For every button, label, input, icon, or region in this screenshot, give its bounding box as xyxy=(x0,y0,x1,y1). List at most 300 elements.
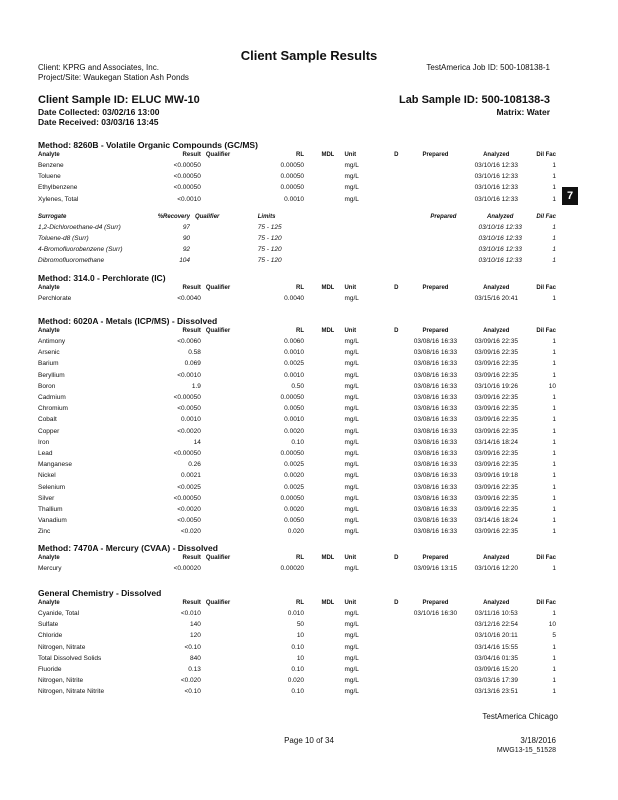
cell-prepared xyxy=(404,171,467,182)
cell-dil: 1 xyxy=(552,394,556,402)
cell-mdl xyxy=(304,194,334,205)
cell-prepared xyxy=(404,642,467,653)
column-header-d: D xyxy=(394,285,399,291)
cell-analyzed: 03/09/16 22:35 xyxy=(474,360,518,368)
cell-prepared: 03/08/16 16:33 xyxy=(413,349,458,357)
cell-unit: mg/L xyxy=(344,494,359,502)
table-row xyxy=(38,504,556,515)
column-header-qualifier: Qualifier xyxy=(205,328,231,334)
surrogate-table xyxy=(38,213,556,267)
cell-qualifier xyxy=(201,448,256,459)
cell-analyzed: 03/10/16 12:33 xyxy=(474,195,518,203)
cell-mdl xyxy=(304,392,334,403)
cell-rl: 0.0010 xyxy=(284,349,305,357)
cell-mdl xyxy=(304,608,334,619)
surrogate-name: Toluene-d8 (Surr) xyxy=(38,235,89,242)
cell-rl: 0.00050 xyxy=(280,162,305,169)
cell-mdl xyxy=(304,403,334,414)
table-row xyxy=(38,686,556,697)
cell-d xyxy=(389,381,404,392)
cell-analyte: Antimony xyxy=(38,338,66,345)
cell-mdl xyxy=(304,526,334,537)
cell-d xyxy=(389,414,404,425)
cell-dil: 1 xyxy=(552,416,556,424)
cell-result: <0.00020 xyxy=(173,565,201,572)
spacer xyxy=(329,244,414,255)
cell-rl: 0.0020 xyxy=(284,506,305,514)
cell-unit: mg/L xyxy=(344,621,359,629)
table-header-row xyxy=(38,284,556,293)
cell-analyzed: 03/09/16 22:35 xyxy=(474,394,518,402)
cell-result: <0.0040 xyxy=(177,295,201,302)
cell-d xyxy=(389,171,404,182)
table-row xyxy=(38,370,556,381)
column-header-analyzed: Analyzed xyxy=(483,328,510,334)
column-header-unit: Unit xyxy=(344,600,357,606)
spacer xyxy=(329,233,414,244)
method-heading: Method: 8260B - Volatile Organic Compounds (GC/MS) xyxy=(38,140,258,150)
cell-unit: mg/L xyxy=(344,338,359,345)
cell-dil: 1 xyxy=(552,405,556,413)
cell-analyzed: 03/09/16 19:18 xyxy=(474,472,518,480)
cell-analyzed: 03/09/16 22:35 xyxy=(474,494,518,502)
results-table xyxy=(38,327,556,538)
cell-result: <0.0010 xyxy=(177,371,201,379)
cell-unit: mg/L xyxy=(344,610,359,617)
surrogate-analyzed: 03/10/16 12:33 xyxy=(478,235,522,242)
cell-result: <0.10 xyxy=(184,643,201,651)
table-row xyxy=(38,160,556,171)
cell-prepared: 03/08/16 16:33 xyxy=(413,494,458,502)
page-number: Page 10 of 34 xyxy=(284,736,334,745)
column-header-dil_fac: Dil Fac xyxy=(536,328,556,334)
cell-mdl xyxy=(304,358,334,369)
cell-analyzed: 03/12/16 22:54 xyxy=(474,621,518,629)
cell-analyzed: 03/09/16 22:35 xyxy=(474,450,518,458)
cell-analyzed: 03/09/16 22:35 xyxy=(474,371,518,379)
cell-qualifier xyxy=(201,493,256,504)
cell-unit: mg/L xyxy=(344,416,359,424)
cell-d xyxy=(389,370,404,381)
page-title: Client Sample Results xyxy=(240,48,378,63)
cell-qualifier xyxy=(201,358,256,369)
column-header-mdl: MDL xyxy=(321,555,335,561)
cell-result: <0.00050 xyxy=(173,173,201,181)
cell-qualifier xyxy=(201,653,256,664)
cell-prepared: 03/08/16 16:33 xyxy=(413,371,458,379)
cell-dil: 10 xyxy=(548,621,556,629)
cell-dil: 1 xyxy=(552,666,556,674)
cell-qualifier xyxy=(201,381,256,392)
surrogate-qualifier xyxy=(190,233,242,244)
column-header-dil_fac: Dil Fac xyxy=(536,285,556,291)
cell-qualifier xyxy=(201,686,256,697)
surrogate-analyzed: 03/10/16 12:33 xyxy=(478,257,522,265)
cell-unit: mg/L xyxy=(344,565,359,572)
cell-dil: 1 xyxy=(552,483,556,491)
cell-result: 0.26 xyxy=(188,461,201,469)
column-header-analyte: Analyte xyxy=(38,285,60,291)
column-header-d: D xyxy=(394,152,399,158)
cell-qualifier xyxy=(201,526,256,537)
table-row xyxy=(38,336,556,347)
cell-analyzed: 03/03/16 17:39 xyxy=(474,677,518,685)
cell-prepared: 03/10/16 16:30 xyxy=(413,610,458,617)
cell-prepared xyxy=(404,630,467,641)
cell-prepared: 03/08/16 16:33 xyxy=(413,450,458,458)
cell-unit: mg/L xyxy=(344,688,359,696)
cell-mdl xyxy=(304,664,334,675)
column-header-dil_fac: Dil Fac xyxy=(536,600,556,606)
table-row xyxy=(38,630,556,641)
cell-analyte: Vanadium xyxy=(38,517,67,525)
cell-rl: 0.0050 xyxy=(284,405,305,413)
cell-prepared xyxy=(404,653,467,664)
cell-dil: 1 xyxy=(552,610,556,617)
cell-unit: mg/L xyxy=(344,666,359,674)
table-header-row xyxy=(38,554,556,563)
column-header-prepared: Prepared xyxy=(422,555,449,561)
cell-rl: 0.00050 xyxy=(280,494,305,502)
cell-mdl xyxy=(304,493,334,504)
surrogate-row xyxy=(38,222,556,233)
method-heading: General Chemistry - Dissolved xyxy=(38,588,162,598)
column-header-analyzed: Analyzed xyxy=(483,152,510,158)
surrogate-prepared xyxy=(414,222,473,233)
cell-mdl xyxy=(304,642,334,653)
cell-qualifier xyxy=(201,482,256,493)
column-header-result: Result xyxy=(182,152,201,158)
surrogate-header-qualifier: Qualifier xyxy=(195,213,220,220)
surrogate-recovery: 104 xyxy=(179,257,191,265)
surrogate-header-surrogate: Surrogate xyxy=(38,213,67,220)
cell-dil: 1 xyxy=(552,360,556,368)
cell-dil: 1 xyxy=(552,349,556,357)
cell-rl: 0.00050 xyxy=(280,394,305,402)
cell-qualifier xyxy=(201,414,256,425)
cell-d xyxy=(389,630,404,641)
table-row xyxy=(38,293,556,304)
cell-analyzed: 03/14/16 18:24 xyxy=(474,438,518,446)
cell-unit: mg/L xyxy=(344,461,359,469)
table-row xyxy=(38,459,556,470)
cell-d xyxy=(389,182,404,193)
cell-unit: mg/L xyxy=(344,506,359,514)
cell-d xyxy=(389,459,404,470)
cell-analyte: Benzene xyxy=(38,162,64,169)
cell-unit: mg/L xyxy=(344,517,359,525)
column-header-mdl: MDL xyxy=(321,328,335,334)
table-row xyxy=(38,619,556,630)
cell-unit: mg/L xyxy=(344,371,359,379)
job-id: TestAmerica Job ID: 500-108138-1 xyxy=(426,63,550,72)
surrogate-qualifier xyxy=(190,255,242,266)
column-header-rl: RL xyxy=(296,555,305,561)
spacer xyxy=(329,255,414,266)
cell-prepared: 03/08/16 16:33 xyxy=(413,427,458,435)
cell-result: <0.010 xyxy=(180,610,201,617)
results-table xyxy=(38,554,556,574)
cell-result: <0.0010 xyxy=(177,195,201,203)
cell-result: <0.00050 xyxy=(173,494,201,502)
cell-result: 0.13 xyxy=(188,666,201,674)
cell-rl: 0.0010 xyxy=(284,371,305,379)
cell-result: 14 xyxy=(193,438,201,446)
cell-dil: 1 xyxy=(552,643,556,651)
cell-unit: mg/L xyxy=(344,427,359,435)
cell-dil: 1 xyxy=(552,427,556,435)
column-header-analyzed: Analyzed xyxy=(483,555,510,561)
table-row xyxy=(38,653,556,664)
cell-rl: 0.020 xyxy=(287,677,305,685)
cell-d xyxy=(389,653,404,664)
cell-d xyxy=(389,160,404,171)
column-header-qualifier: Qualifier xyxy=(205,152,231,158)
cell-rl: 0.0020 xyxy=(284,472,305,480)
cell-analyte: Xylenes, Total xyxy=(38,195,79,203)
cell-qualifier xyxy=(201,403,256,414)
cell-rl: 0.00050 xyxy=(280,450,305,458)
cell-prepared: 03/08/16 16:33 xyxy=(413,405,458,413)
cell-qualifier xyxy=(201,293,256,304)
cell-prepared: 03/08/16 16:33 xyxy=(413,382,458,390)
cell-dil: 1 xyxy=(552,506,556,514)
cell-d xyxy=(389,515,404,526)
cell-result: <0.0025 xyxy=(177,483,201,491)
cell-analyzed: 03/10/16 12:33 xyxy=(474,162,518,169)
cell-mdl xyxy=(304,515,334,526)
cell-analyte: Thallium xyxy=(38,506,63,514)
cell-dil: 1 xyxy=(552,494,556,502)
cell-prepared xyxy=(404,619,467,630)
cell-mdl xyxy=(304,426,334,437)
cell-d xyxy=(389,437,404,448)
cell-rl: 0.010 xyxy=(287,610,305,617)
cell-rl: 0.0020 xyxy=(284,427,305,435)
table-row xyxy=(38,664,556,675)
cell-analyte: Lead xyxy=(38,450,53,458)
cell-analyte: Chloride xyxy=(38,632,63,640)
cell-prepared: 03/08/16 16:33 xyxy=(413,438,458,446)
cell-mdl xyxy=(304,347,334,358)
cell-analyte: Toluene xyxy=(38,173,61,181)
cell-d xyxy=(389,482,404,493)
table-row xyxy=(38,194,556,205)
method-heading: Method: 314.0 - Perchlorate (IC) xyxy=(38,273,166,283)
cell-rl: 50 xyxy=(296,621,305,629)
cell-dil: 1 xyxy=(552,438,556,446)
cell-dil: 1 xyxy=(552,173,556,181)
cell-qualifier xyxy=(201,642,256,653)
column-header-dil_fac: Dil Fac xyxy=(536,152,556,158)
column-header-result: Result xyxy=(182,600,201,606)
cell-qualifier xyxy=(201,608,256,619)
surrogate-limits: 75 - 120 xyxy=(257,235,282,242)
table-row xyxy=(38,381,556,392)
cell-dil: 10 xyxy=(548,382,556,390)
results-table xyxy=(38,599,556,698)
cell-rl: 0.10 xyxy=(291,666,305,674)
cell-analyte: Cadmium xyxy=(38,394,66,402)
cell-analyzed: 03/10/16 12:33 xyxy=(474,184,518,192)
cell-analyzed: 03/10/16 19:26 xyxy=(474,382,518,390)
cell-analyte: Ethylbenzene xyxy=(38,184,78,192)
surrogate-dil: 1 xyxy=(552,223,556,231)
sample-dates xyxy=(38,107,159,127)
lab-sample-id: Lab Sample ID: 500-108138-3 xyxy=(398,94,550,106)
cell-mdl xyxy=(304,675,334,686)
cell-d xyxy=(389,403,404,414)
cell-qualifier xyxy=(201,370,256,381)
cell-mdl xyxy=(304,293,334,304)
cell-dil: 1 xyxy=(552,461,556,469)
cell-analyzed: 03/15/16 20:41 xyxy=(474,295,518,302)
cell-qualifier xyxy=(201,336,256,347)
cell-unit: mg/L xyxy=(344,295,359,302)
cell-d xyxy=(389,526,404,537)
cell-analyzed: 03/04/16 01:35 xyxy=(474,654,518,662)
cell-dil: 1 xyxy=(552,528,556,536)
cell-prepared: 03/08/16 16:33 xyxy=(413,416,458,424)
cell-result: <0.0020 xyxy=(177,427,201,435)
cell-analyte: Copper xyxy=(38,427,60,435)
table-row xyxy=(38,182,556,193)
cell-dil: 1 xyxy=(552,450,556,458)
column-header-analyte: Analyte xyxy=(38,555,60,561)
cell-analyte: Nitrogen, Nitrite xyxy=(38,677,84,685)
matrix: Matrix: Water xyxy=(496,107,550,117)
table-header-row xyxy=(38,151,556,160)
cell-analyte: Selenium xyxy=(38,483,66,491)
cell-prepared: 03/08/16 16:33 xyxy=(413,472,458,480)
cell-prepared: 03/08/16 16:33 xyxy=(413,517,458,525)
cell-result: 140 xyxy=(190,621,201,629)
cell-prepared xyxy=(404,182,467,193)
column-header-unit: Unit xyxy=(344,152,357,158)
cell-unit: mg/L xyxy=(344,528,359,536)
cell-dil: 5 xyxy=(552,632,556,640)
cell-analyte: Nitrogen, Nitrate xyxy=(38,643,86,651)
cell-analyzed: 03/13/16 23:51 xyxy=(474,688,518,696)
cell-d xyxy=(389,448,404,459)
cell-qualifier xyxy=(201,459,256,470)
cell-unit: mg/L xyxy=(344,632,359,640)
cell-analyzed: 03/09/16 22:35 xyxy=(474,405,518,413)
cell-rl: 0.10 xyxy=(291,688,305,696)
surrogate-header-row xyxy=(38,213,556,222)
cell-analyte: Silver xyxy=(38,494,55,502)
cell-prepared xyxy=(404,194,467,205)
surrogate-row xyxy=(38,255,556,266)
cell-qualifier xyxy=(201,194,256,205)
cell-mdl xyxy=(304,686,334,697)
table-row xyxy=(38,358,556,369)
cell-mdl xyxy=(304,171,334,182)
cell-rl: 10 xyxy=(296,632,305,640)
cell-analyte: Nitrogen, Nitrate Nitrite xyxy=(38,688,105,696)
column-header-rl: RL xyxy=(296,600,305,606)
cell-prepared xyxy=(404,293,467,304)
cell-dil: 1 xyxy=(552,472,556,480)
cell-result: <0.00050 xyxy=(173,450,201,458)
cell-result: <0.10 xyxy=(184,688,201,696)
table-row xyxy=(38,403,556,414)
cell-qualifier xyxy=(201,392,256,403)
cell-prepared: 03/09/16 13:15 xyxy=(413,565,458,572)
cell-mdl xyxy=(304,336,334,347)
cell-analyzed: 03/09/16 22:35 xyxy=(474,528,518,536)
cell-result: 0.069 xyxy=(184,360,201,368)
cell-mdl xyxy=(304,563,334,574)
cell-rl: 0.0025 xyxy=(284,483,305,491)
table-row xyxy=(38,426,556,437)
cell-analyte: Total Dissolved Solids xyxy=(38,654,102,662)
cell-result: <0.00050 xyxy=(173,162,201,169)
column-header-unit: Unit xyxy=(344,285,357,291)
cell-dil: 1 xyxy=(552,565,556,572)
spacer xyxy=(329,222,414,233)
column-header-unit: Unit xyxy=(344,328,357,334)
cell-analyzed: 03/09/16 22:35 xyxy=(474,461,518,469)
cell-analyzed: 03/09/16 22:35 xyxy=(474,427,518,435)
surrogate-row xyxy=(38,244,556,255)
cell-qualifier xyxy=(201,630,256,641)
cell-mdl xyxy=(304,381,334,392)
cell-analyzed: 03/14/16 18:24 xyxy=(474,517,518,525)
cell-analyte: Chromium xyxy=(38,405,68,413)
cell-unit: mg/L xyxy=(344,472,359,480)
cell-d xyxy=(389,358,404,369)
cell-mdl xyxy=(304,504,334,515)
column-header-d: D xyxy=(394,328,399,334)
cell-prepared: 03/08/16 16:33 xyxy=(413,506,458,514)
cell-prepared: 03/08/16 16:33 xyxy=(413,394,458,402)
cell-result: 0.0021 xyxy=(181,472,201,480)
cell-analyzed: 03/09/16 22:35 xyxy=(474,483,518,491)
cell-qualifier xyxy=(201,347,256,358)
column-header-rl: RL xyxy=(296,285,305,291)
surrogate-header-prepared: Prepared xyxy=(430,213,457,220)
surrogate-prepared xyxy=(414,255,473,266)
cell-d xyxy=(389,686,404,697)
cell-dil: 1 xyxy=(552,654,556,662)
cell-rl: 0.0060 xyxy=(284,338,305,345)
project-site: Project/Site: Waukegan Station Ash Ponds xyxy=(38,73,189,82)
cell-mdl xyxy=(304,437,334,448)
column-header-mdl: MDL xyxy=(321,152,335,158)
surrogate-qualifier xyxy=(190,244,242,255)
table-row xyxy=(38,526,556,537)
cell-dil: 1 xyxy=(552,195,556,203)
cell-result: 0.0010 xyxy=(181,416,201,424)
column-header-analyzed: Analyzed xyxy=(483,285,510,291)
cell-dil: 1 xyxy=(552,162,556,169)
column-header-analyte: Analyte xyxy=(38,600,60,606)
column-header-qualifier: Qualifier xyxy=(205,600,231,606)
cell-prepared xyxy=(404,664,467,675)
cell-analyte: Nickel xyxy=(38,472,56,480)
cell-mdl xyxy=(304,459,334,470)
table-row xyxy=(38,563,556,574)
cell-qualifier xyxy=(201,515,256,526)
cell-rl: 0.10 xyxy=(291,643,305,651)
cell-d xyxy=(389,336,404,347)
cell-rl: 0.50 xyxy=(291,382,305,390)
surrogate-limits: 75 - 125 xyxy=(257,223,282,231)
surrogate-name: 4-Bromofluorobenzene (Surr) xyxy=(38,246,123,254)
cell-unit: mg/L xyxy=(344,184,359,192)
table-row xyxy=(38,414,556,425)
